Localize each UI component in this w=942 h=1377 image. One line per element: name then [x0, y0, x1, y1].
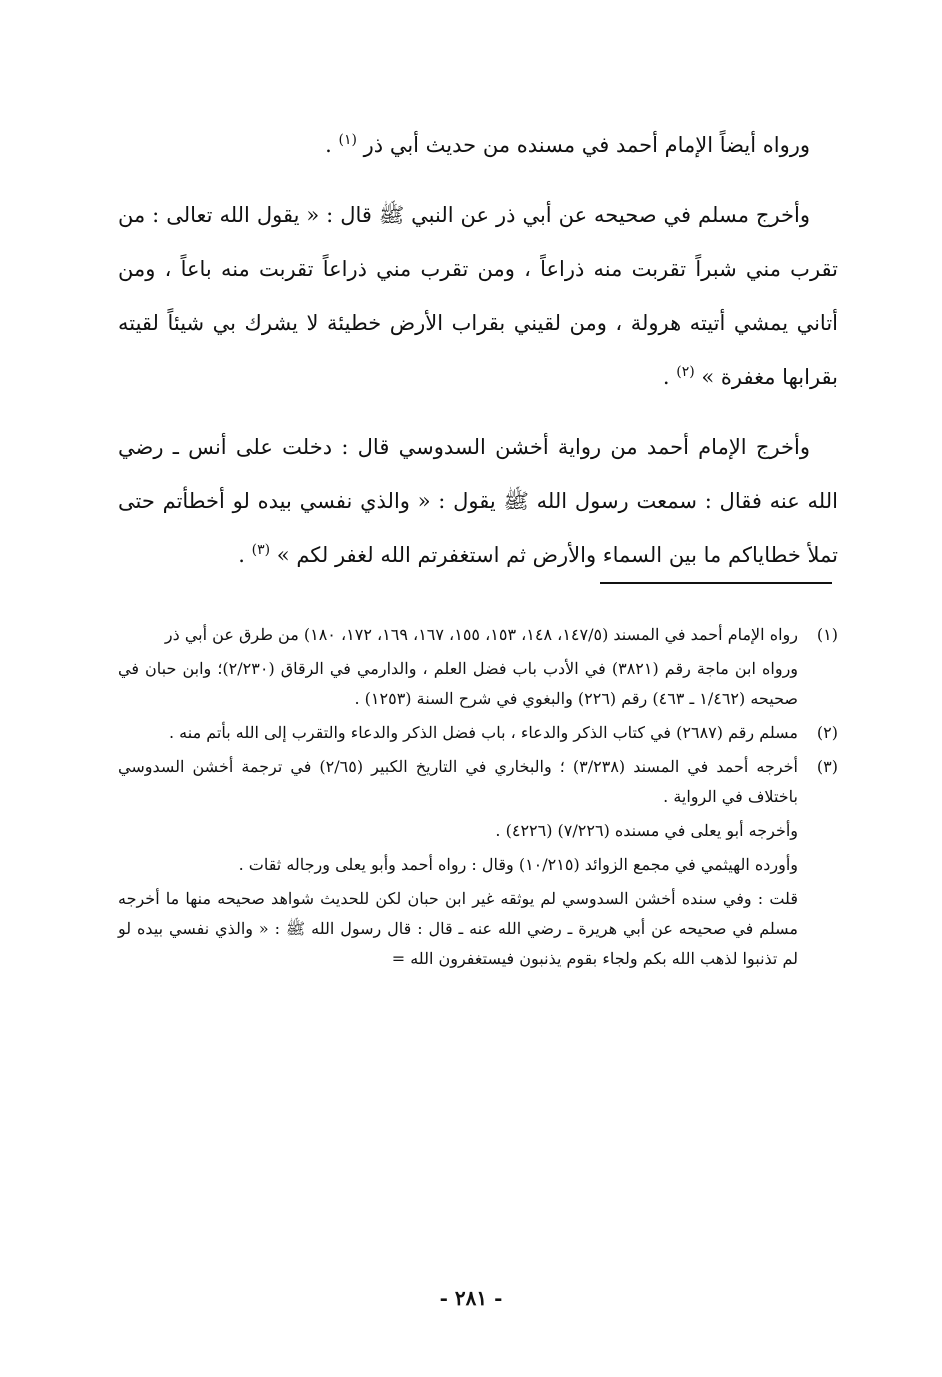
main-text — [118, 118, 838, 598]
footnote-2-line-1: مسلم رقم (٢٦٨٧) في كتاب الذكر والدعاء ، باب فضل الذكر والدعاء والتقرب إلى الله بأتم منه . — [168, 723, 798, 742]
footnote-3-line-4: قلت : وفي سنده أخشن السدوسي لم يوثقه غير ابن حبان لكن للحديث شواهد صحيحه منها ما أخرجه مسلم في صحيحه عن أبي هريرة ـ رضي الله عنه ـ قال : قال رسول الله ﷺ : « والذي نفسي بيده لو لم تذنبوا لذهب الله بكم ولجاء بقوم يذنبون فيستغفرون الله = — [118, 889, 798, 968]
footnote-2-number: (٢) — [816, 723, 838, 742]
footnote-3-number: (٣) — [816, 757, 838, 776]
paragraph-1 — [118, 118, 838, 172]
footnote-1-line-1: رواه الإمام أحمد في المسند (١٤٧/٥، ١٤٨، ١٥٣، ١٥٥، ١٦٧، ١٦٩، ١٧٢، ١٨٠) من طرق عن أبي ذر — [164, 625, 798, 644]
footnote-1-number: (١) — [816, 625, 838, 644]
footnote-ref-3: (٣) — [251, 542, 271, 558]
footnote-divider — [600, 582, 832, 584]
paragraph-2 — [118, 188, 838, 404]
paragraph-2-end: . — [662, 365, 670, 389]
page-number: - ٢٨١ - — [439, 1286, 503, 1310]
footnote-3 — [118, 752, 838, 974]
footnote-ref-2: (٢) — [676, 364, 695, 380]
footnote-3-line-2: وأخرجه أبو يعلى في مسنده (٧/٢٢٦) (٤٢٢٦) . — [495, 821, 798, 840]
footnote-3-line-1: أخرجه أحمد في المسند (٣/٢٣٨) ؛ والبخاري في التاريخ الكبير (٢/٦٥) في ترجمة أخشن السدوسي باختلاف في الرواية . — [118, 757, 798, 806]
footnote-1-line-2: ورواه ابن ماجة رقم (٣٨٢١) في الأدب باب فضل العلم ، والدارمي في الرقاق (٢/٢٣٠)؛ وابن حبان في صحيحه (١/٤٦٢ ـ ٤٦٣) رقم (٢٢٦) والبغوي في شرح السنة (١٢٥٣) . — [118, 659, 799, 708]
footnote-1 — [118, 620, 838, 714]
paragraph-2-text: وأخرج مسلم في صحيحه عن أبي ذر عن النبي ﷺ قال : « يقول الله تعالى : من تقرب مني شبراً تقربت منه ذراعاً ، ومن تقرب مني ذراعاً تقربت منه باعاً ، ومن أتاني يمشي أتيته هرولة ، ومن لقيني بقراب الأرض خطيئة لا يشرك بي شيئاً لقيته بقرابها مغفرة » — [118, 203, 838, 389]
footnote-3-line-3: وأورده الهيثمي في مجمع الزوائد (١٠/٢١٥) وقال : رواه أحمد وأبو يعلى ورجاله ثقات . — [238, 855, 798, 874]
footnotes — [118, 620, 838, 978]
paragraph-3-text: وأخرج الإمام أحمد من رواية أخشن السدوسي قال : دخلت على أنس ـ رضي الله عنه فقال : سمعت رسول الله ﷺ يقول : « والذي نفسي بيده لو أخطأتم حتى تملأ خطاياكم ما بين السماء والأرض ثم استغفرتم الله لغفر لكم » — [118, 435, 838, 567]
paragraph-1-text: ورواه أيضاً الإمام أحمد في مسنده من حديث أبي ذر — [363, 133, 810, 157]
paragraph-1-end: . — [325, 133, 332, 157]
footnote-ref-1: (١) — [338, 132, 357, 148]
paragraph-3 — [118, 420, 838, 582]
paragraph-3-end: . — [238, 543, 245, 567]
footnote-2 — [118, 718, 838, 748]
